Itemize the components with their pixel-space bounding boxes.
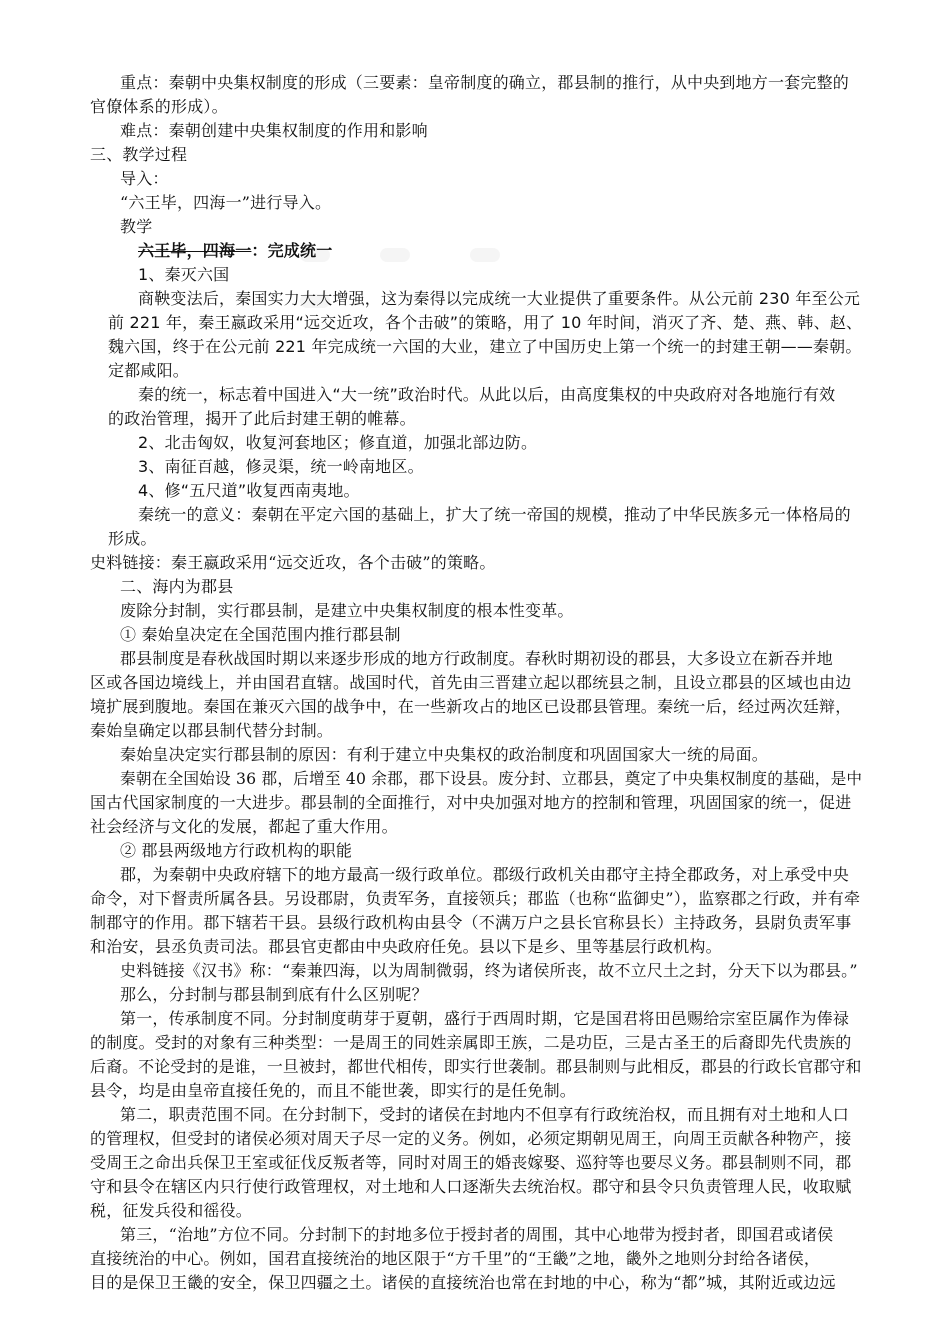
intro-label: 导入：: [120, 169, 169, 188]
intro-text: “六王毕，四海一”进行导入。: [120, 193, 332, 212]
section-heading: 三、教学过程: [90, 145, 188, 164]
paragraph-line: 受周王之命出兵保卫王室或征伐反叛者等，同时对周王的婚丧嫁娶、巡狩等也要尽义务。郡县制则不同，郡: [90, 1153, 852, 1172]
paragraph-line: 社会经济与文化的发展，都起了重大作用。: [90, 817, 398, 836]
source-link-line: 史料链接《汉书》称：“秦兼四海，以为周制微弱，终为诸侯所丧，故不立尺土之封，分天下以为郡县。”: [120, 961, 858, 980]
paragraph-line: 2、北击匈奴，收复河套地区；修直道，加强北部边防。: [138, 433, 538, 452]
paragraph-line: 第三，“治地”方位不同。分封制下的封地多位于授封者的周围，其中心地带为授封者，即国君或诸侯: [120, 1225, 834, 1244]
paragraph-line: 税，征发兵役和徭役。: [90, 1201, 253, 1220]
paragraph-line: 3、南征百越，修灵渠，统一岭南地区。: [138, 457, 424, 476]
paragraph-line: 后裔。不论受封的是谁，一旦被封，都世代相传，即实行世袭制。郡县制则与此相反，郡县的行政长官郡守和: [90, 1057, 862, 1076]
paragraph-line: 前 221 年，秦王嬴政采用“远交近攻，各个击破”的策略，用了 10 年时间，消灭了齐、楚、燕、韩、赵、: [108, 313, 863, 332]
paragraph-line: 1、秦灭六国: [138, 265, 230, 284]
paragraph-line: 4、修“五尺道”收复西南夷地。: [138, 481, 360, 500]
paragraph-line: 命令，对下督责所属各县。另设郡尉，负责军务，直接领兵；郡监（也称“监御史”），监察郡之行政，并有牵: [90, 889, 861, 908]
paragraph-line: 魏六国，终于在公元前 221 年完成统一六国的大业，建立了中国历史上第一个统一的封建王朝——秦朝。: [108, 337, 862, 356]
paragraph-line: 和治安，县丞负责司法。郡县官吏都由中央政府任免。县以下是乡、里等基层行政机构。: [90, 937, 722, 956]
key-point-line: 重点：秦朝中央集权制度的形成（三要素：皇帝制度的确立，郡县制的推行，从中央到地方一套完整的: [120, 73, 850, 92]
paragraph-line: 秦的统一，标志着中国进入“大一统”政治时代。从此以后，由高度集权的中央政府对各地施行有效: [138, 385, 836, 404]
watermark: [380, 248, 410, 262]
paragraph-line: 那么，分封制与郡县制到底有什么区别呢？: [120, 985, 428, 1004]
paragraph-line: 商鞅变法后，秦国实力大大增强，这为秦得以完成统一大业提供了重要条件。从公元前 230 年至公元: [138, 289, 861, 308]
section-heading: 二、海内为郡县: [120, 577, 234, 596]
paragraph-line: 的政治管理，揭开了此后封建王朝的帷幕。: [108, 409, 416, 428]
paragraph-line: 制郡守的作用。郡下辖若干县。县级行政机构由县令（不满万户之县长官称县长）主持政务，县尉负责军事: [90, 913, 852, 932]
paragraph-line: 郡县制度是春秋战国时期以来逐步形成的地方行政制度。春秋时期初设的郡县，大多设立在新吞并地: [120, 649, 833, 668]
paragraph-line: 定都咸阳。: [108, 361, 190, 380]
heading-rest: ：完成统一: [251, 241, 333, 260]
paragraph-line: 区或各国边境线上，并由国君直辖。战国时代，首先由三晋建立起以郡统县之制，且设立郡县的区域也由边: [90, 673, 852, 692]
paragraph-line: 第一，传承制度不同。分封制度萌芽于夏朝，盛行于西周时期，它是国君将田邑赐给宗室臣属作为俸禄: [120, 1009, 850, 1028]
paragraph-line: 秦统一的意义：秦朝在平定六国的基础上，扩大了统一帝国的规模，推动了中华民族多元一体格局的: [138, 505, 851, 524]
paragraph-line: 守和县令在辖区内只行使行政管理权，对土地和人口逐渐失去统治权。郡守和县令只负责管理人民，收取赋: [90, 1177, 852, 1196]
key-point-line: 官僚体系的形成）。: [90, 97, 228, 116]
paragraph-line: 郡，为秦朝中央政府辖下的地方最高一级行政单位。郡级行政机关由郡守主持全郡政务，对上承受中央: [120, 865, 850, 884]
paragraph-line: 形成。: [108, 529, 157, 548]
paragraph-line: 的管理权，但受封的诸侯必须对周天子尽一定的义务。例如，必须定期朝见周王，向周王贡献各种物产，接: [90, 1129, 852, 1148]
paragraph-line: 秦始皇决定实行郡县制的原因：有利于建立中央集权的政治制度和巩固国家大一统的局面。: [120, 745, 769, 764]
paragraph-line: 国古代国家制度的一大进步。郡县制的全面推行，对中央加强对地方的控制和管理，巩固国家的统一，促进: [90, 793, 852, 812]
paragraph-line: 境扩展到腹地。秦国在兼灭六国的战争中，在一些新攻占的地区已设郡县管理。秦统一后，经过两次廷辩，: [90, 697, 852, 716]
paragraph-line: 目的是保卫王畿的安全，保卫四疆之土。诸侯的直接统治也常在封地的中心，称为“都”城，其附近或边远: [90, 1273, 836, 1292]
watermark: [470, 248, 500, 262]
paragraph-line: 废除分封制，实行郡县制，是建立中央集权制度的根本性变革。: [120, 601, 574, 620]
paragraph-line: 第二，职责范围不同。在分封制下，受封的诸侯在封地内不但享有行政统治权，而且拥有对土地和人口: [120, 1105, 850, 1124]
source-link-line: 史料链接：秦王嬴政采用“远交近攻，各个击破”的策略。: [90, 553, 496, 572]
teaching-label: 教学: [120, 217, 153, 236]
subsection-heading: [138, 240, 332, 262]
paragraph-line: ① 秦始皇决定在全国范围内推行郡县制: [120, 625, 401, 644]
paragraph-line: 秦始皇确定以郡县制代替分封制。: [90, 721, 334, 740]
struck-text: 六王毕，四海一: [138, 241, 252, 260]
paragraph-line: 县令，均是由皇帝直接任免的，而且不能世袭，即实行的是任免制。: [90, 1081, 577, 1100]
paragraph-line: ② 郡县两级地方行政机构的职能: [120, 841, 353, 860]
paragraph-line: 直接统治的中心。例如，国君直接统治的地区限于“方千里”的“王畿”之地，畿外之地则分封给各诸侯，: [90, 1249, 821, 1268]
paragraph-line: 的制度。受封的对象有三种类型：一是周王的同姓亲属即王族，二是功臣，三是古圣王的后裔即先代贵族的: [90, 1033, 852, 1052]
paragraph-line: 秦朝在全国始设 36 郡，后增至 40 余郡，郡下设县。废分封、立郡县，奠定了中央集权制度的基础，是中: [120, 769, 863, 788]
difficulty-line: 难点：秦朝创建中央集权制度的作用和影响: [120, 121, 428, 140]
